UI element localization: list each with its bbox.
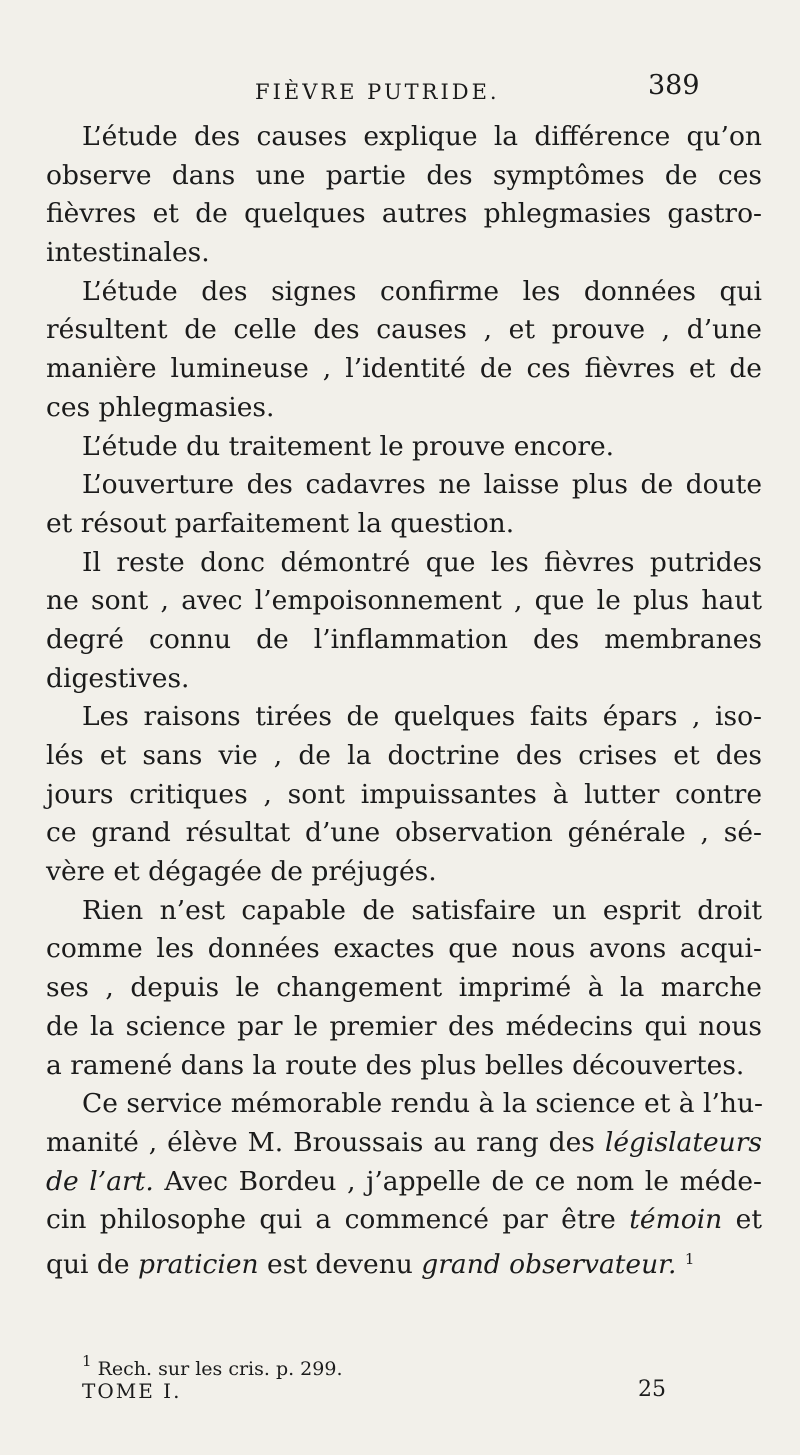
text-run: qui de (46, 1248, 138, 1280)
text-line: ces phlegmasies. (46, 391, 275, 423)
text-run: et (722, 1204, 763, 1236)
body-text (46, 118, 762, 1279)
paragraph (46, 892, 762, 1085)
text-line: intestinales. (46, 237, 210, 269)
paragraph (46, 118, 762, 273)
text-line: L’étude des causes explique la différence qu’on (82, 121, 762, 152)
paragraph (46, 273, 762, 428)
text-line: Ce service mémorable rendu à la science et à l’hu- (82, 1088, 764, 1120)
paragraph (46, 428, 762, 467)
page-header (0, 70, 800, 110)
text-line (46, 1163, 762, 1202)
text-line: lés et sans vie , de la doctrine des crises et des (46, 740, 762, 771)
text-run: est devenu (258, 1248, 422, 1280)
paragraph (46, 544, 762, 699)
text-line (46, 1240, 762, 1279)
text-line: ce grand résultat d’une observation générale , sé- (46, 817, 762, 849)
text-line: L’étude des signes confirme les données qui (82, 275, 762, 307)
paragraph (46, 1085, 762, 1278)
footnote-text: Rech. sur les cris. p. 299. (91, 1358, 343, 1380)
text-line: fièvres et de quelques autres phlegmasies gastro- (46, 198, 762, 230)
italic-text: praticien (138, 1248, 259, 1280)
paragraph (46, 698, 762, 891)
sheet-number: 25 (638, 1377, 666, 1402)
text-line (46, 1201, 762, 1240)
footnote (82, 1352, 343, 1380)
text-line: Les raisons tirées de quelques faits épars , iso- (82, 701, 762, 733)
text-line: L’ouverture des cadavres ne laisse plus de doute (82, 469, 762, 501)
text-run (676, 1249, 684, 1280)
text-run: Avec Bordeu , j’appelle de ce nom le méde- (153, 1165, 762, 1197)
text-line: ses , depuis le changement imprimé à la marche (46, 972, 762, 1004)
text-line: a ramené dans la route des plus belles découvertes. (46, 1049, 745, 1081)
volume-signature: TOME I. (82, 1379, 182, 1403)
text-line: degré connu de l’inflammation des membranes (46, 623, 762, 655)
text-line (46, 1124, 762, 1163)
text-line: jours critiques , sont impuissantes à lutter contre (46, 778, 762, 810)
text-line: vère et dégagée de préjugés. (46, 856, 437, 888)
footnote-reference: 1 (684, 1249, 695, 1268)
text-line: digestives. (46, 662, 190, 694)
footnote-mark: 1 (82, 1352, 92, 1370)
text-line: Il reste donc démontré que les fièvres putrides (82, 546, 762, 578)
text-run: manité , élève M. Broussais au rang des (46, 1126, 605, 1158)
text-line: observe dans une partie des symptômes de ces (46, 159, 762, 191)
page-number: 389 (648, 70, 700, 101)
italic-text: législateurs (604, 1126, 762, 1158)
running-title: FIÈVRE PUTRIDE. (255, 80, 500, 104)
text-line: ne sont , avec l’empoisonnement , que le plus haut (46, 585, 762, 617)
paragraph (46, 466, 762, 543)
italic-text: grand observateur. (421, 1248, 677, 1280)
text-line: L’étude du traitement le prouve encore. (82, 430, 615, 462)
text-line: manière lumineuse , l’identité de ces fièvres et de (46, 353, 762, 385)
text-line: et résout parfaitement la question. (46, 507, 515, 539)
italic-text: témoin (629, 1204, 723, 1236)
text-run: cin philosophe qui a commencé par être (46, 1204, 630, 1236)
text-line: de la science par le premier des médecins qui nous (46, 1010, 762, 1042)
text-line: comme les données exactes que nous avons acqui- (46, 933, 762, 965)
italic-text: de l’art. (46, 1165, 154, 1197)
text-line: Rien n’est capable de satisfaire un esprit droit (82, 894, 762, 926)
text-line: résultent de celle des causes , et prouve , d’une (46, 314, 762, 346)
